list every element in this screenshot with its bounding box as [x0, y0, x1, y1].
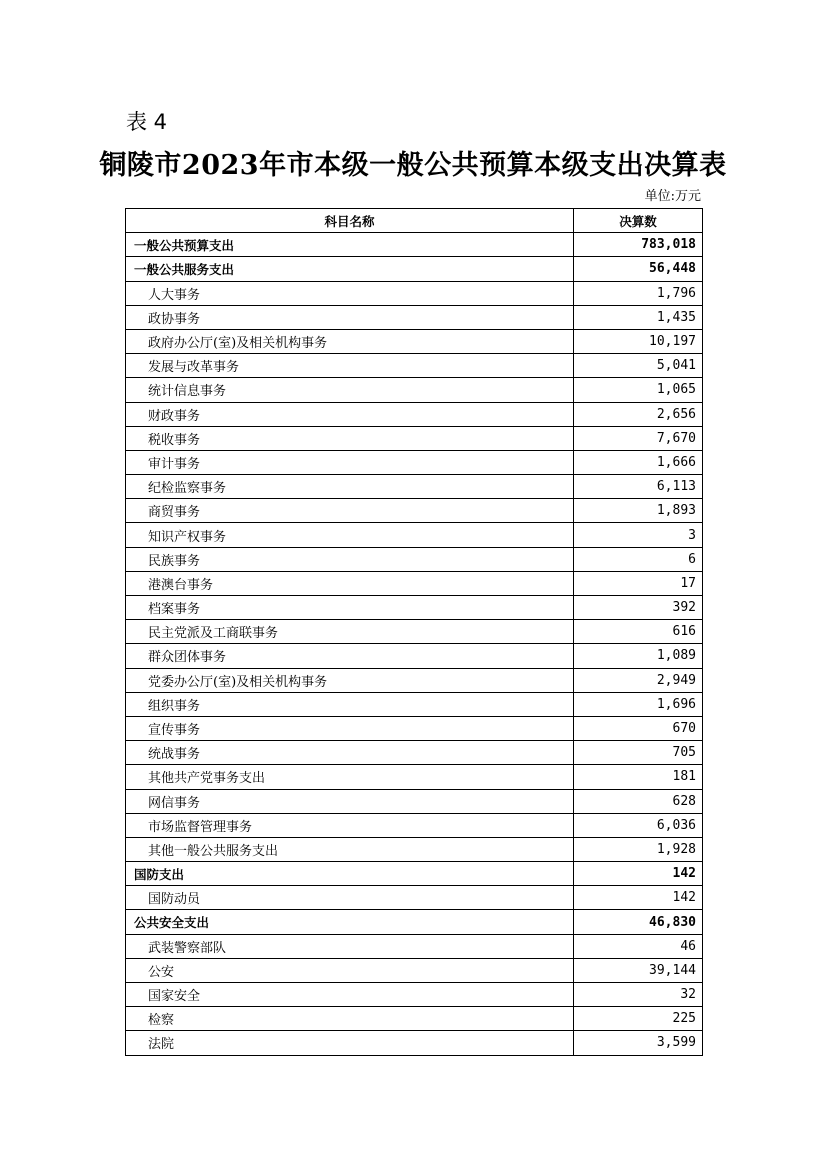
table-row	[126, 983, 703, 1007]
table-row	[126, 596, 703, 620]
row-name-cell: 发展与改革事务	[126, 354, 574, 378]
row-name-cell: 一般公共服务支出	[126, 257, 574, 281]
table-row	[126, 1007, 703, 1031]
row-name-cell: 税收事务	[126, 426, 574, 450]
table-row	[126, 329, 703, 353]
row-name-cell: 组织事务	[126, 692, 574, 716]
row-name-cell: 国防动员	[126, 886, 574, 910]
table-row	[126, 571, 703, 595]
row-amount-cell: 142	[574, 862, 703, 886]
table-row	[126, 523, 703, 547]
row-amount-cell: 46,830	[574, 910, 703, 934]
row-name-cell: 商贸事务	[126, 499, 574, 523]
row-name-cell: 统战事务	[126, 741, 574, 765]
table-row	[126, 789, 703, 813]
unit-label: 单位:万元	[644, 189, 701, 204]
row-amount-cell: 225	[574, 1007, 703, 1031]
row-name-cell: 港澳台事务	[126, 571, 574, 595]
row-name-cell: 其他一般公共服务支出	[126, 837, 574, 861]
row-name-cell: 群众团体事务	[126, 644, 574, 668]
table-row	[126, 862, 703, 886]
row-name-cell: 检察	[126, 1007, 574, 1031]
row-amount-cell: 2,656	[574, 402, 703, 426]
row-name-cell: 统计信息事务	[126, 378, 574, 402]
table-row	[126, 354, 703, 378]
row-name-cell: 人大事务	[126, 281, 574, 305]
table-row	[126, 378, 703, 402]
table-body	[126, 233, 703, 1055]
row-name-cell: 公安	[126, 958, 574, 982]
table-row	[126, 692, 703, 716]
row-amount-cell: 6,113	[574, 475, 703, 499]
row-amount-cell: 17	[574, 571, 703, 595]
row-name-cell: 民主党派及工商联事务	[126, 620, 574, 644]
row-amount-cell: 142	[574, 886, 703, 910]
row-name-cell: 市场监督管理事务	[126, 813, 574, 837]
row-amount-cell: 3	[574, 523, 703, 547]
row-name-cell: 国防支出	[126, 862, 574, 886]
row-amount-cell: 7,670	[574, 426, 703, 450]
row-amount-cell: 1,796	[574, 281, 703, 305]
table-header-row	[126, 209, 703, 233]
row-amount-cell: 616	[574, 620, 703, 644]
row-amount-cell: 6	[574, 547, 703, 571]
row-amount-cell: 56,448	[574, 257, 703, 281]
row-name-cell: 党委办公厅(室)及相关机构事务	[126, 668, 574, 692]
row-name-cell: 法院	[126, 1031, 574, 1055]
table-row	[126, 668, 703, 692]
page-title: 铜陵市2023年市本级一般公共预算本级支出决算表	[99, 150, 727, 181]
row-amount-cell: 1,893	[574, 499, 703, 523]
row-name-cell: 国家安全	[126, 983, 574, 1007]
row-amount-cell: 392	[574, 596, 703, 620]
row-amount-cell: 5,041	[574, 354, 703, 378]
row-name-cell: 政协事务	[126, 305, 574, 329]
row-amount-cell: 32	[574, 983, 703, 1007]
row-amount-cell: 1,666	[574, 450, 703, 474]
row-amount-cell: 1,089	[574, 644, 703, 668]
table-row	[126, 716, 703, 740]
table-row	[126, 644, 703, 668]
table-row	[126, 475, 703, 499]
row-name-cell: 武装警察部队	[126, 934, 574, 958]
table-row	[126, 837, 703, 861]
row-name-cell: 知识产权事务	[126, 523, 574, 547]
table-row	[126, 402, 703, 426]
table-row	[126, 426, 703, 450]
row-amount-cell: 783,018	[574, 233, 703, 257]
row-name-cell: 纪检监察事务	[126, 475, 574, 499]
table-row	[126, 450, 703, 474]
table-row	[126, 813, 703, 837]
table-row	[126, 499, 703, 523]
column-header-name: 科目名称	[126, 209, 574, 233]
row-amount-cell: 2,949	[574, 668, 703, 692]
row-amount-cell: 10,197	[574, 329, 703, 353]
row-name-cell: 财政事务	[126, 402, 574, 426]
row-amount-cell: 1,928	[574, 837, 703, 861]
row-amount-cell: 1,696	[574, 692, 703, 716]
column-header-amount: 决算数	[574, 209, 703, 233]
table-row	[126, 741, 703, 765]
row-amount-cell: 46	[574, 934, 703, 958]
row-amount-cell: 705	[574, 741, 703, 765]
table-row	[126, 958, 703, 982]
row-amount-cell: 181	[574, 765, 703, 789]
row-amount-cell: 3,599	[574, 1031, 703, 1055]
table-row	[126, 257, 703, 281]
row-amount-cell: 670	[574, 716, 703, 740]
row-amount-cell: 1,065	[574, 378, 703, 402]
table-row	[126, 281, 703, 305]
row-name-cell: 宣传事务	[126, 716, 574, 740]
table-row	[126, 910, 703, 934]
row-name-cell: 其他共产党事务支出	[126, 765, 574, 789]
table-row	[126, 620, 703, 644]
row-amount-cell: 628	[574, 789, 703, 813]
table-row	[126, 305, 703, 329]
table-row	[126, 233, 703, 257]
row-name-cell: 一般公共预算支出	[126, 233, 574, 257]
row-name-cell: 政府办公厅(室)及相关机构事务	[126, 329, 574, 353]
budget-table	[125, 208, 703, 1056]
table-number: 表 4	[126, 110, 168, 134]
row-name-cell: 网信事务	[126, 789, 574, 813]
row-name-cell: 档案事务	[126, 596, 574, 620]
row-name-cell: 审计事务	[126, 450, 574, 474]
row-name-cell: 民族事务	[126, 547, 574, 571]
row-amount-cell: 6,036	[574, 813, 703, 837]
table-row	[126, 765, 703, 789]
table-row	[126, 886, 703, 910]
table-row	[126, 547, 703, 571]
table-row	[126, 934, 703, 958]
row-amount-cell: 39,144	[574, 958, 703, 982]
row-name-cell: 公共安全支出	[126, 910, 574, 934]
table-row	[126, 1031, 703, 1055]
row-amount-cell: 1,435	[574, 305, 703, 329]
